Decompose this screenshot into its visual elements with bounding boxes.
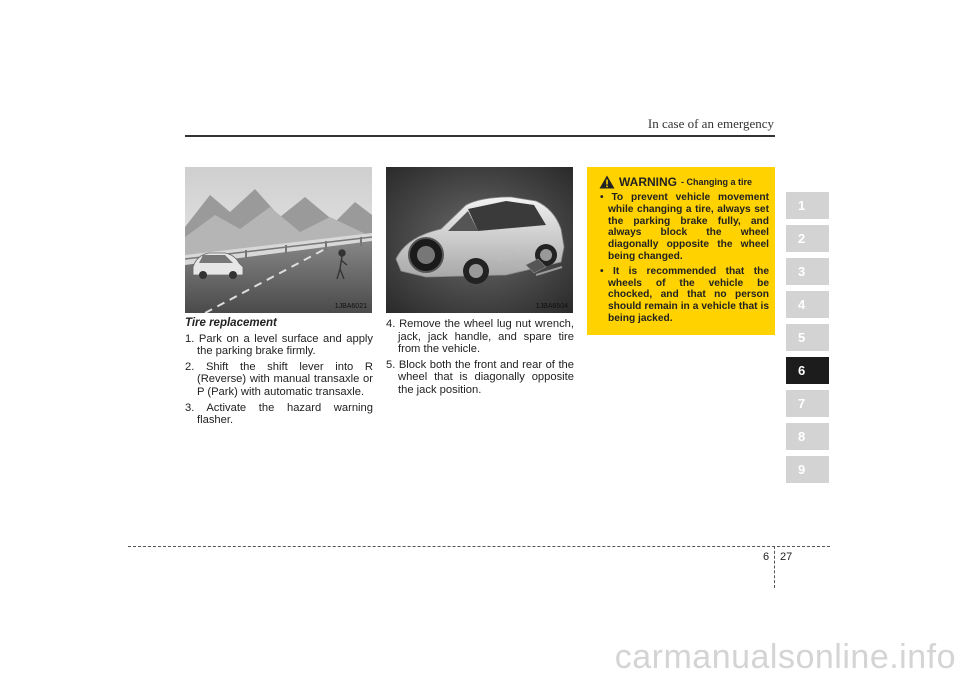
parked-car-illustration: [185, 167, 372, 313]
section-subheading: Tire replacement: [185, 317, 277, 329]
watermark: carmanualsonline.info: [614, 638, 956, 676]
chapter-tab-2[interactable]: 2: [786, 225, 829, 252]
chapter-tab-9[interactable]: 9: [786, 456, 829, 483]
figure-parked-car: [185, 167, 372, 313]
chapter-tab-1[interactable]: 1: [786, 192, 829, 219]
warning-triangle-icon: [599, 175, 615, 189]
warning-item: • It is recommended that the wheels of the vehicle be chocked, and that no person should remain in a vehicle that is being jacked.: [600, 265, 769, 324]
section-number: 6: [763, 551, 770, 563]
footer-rule: [128, 546, 830, 547]
chapter-tab-5[interactable]: 5: [786, 324, 829, 351]
step-item: 2. Shift the shift lever into R (Reverse) with manual transaxle or P (Park) with automatic transaxle.: [185, 360, 373, 398]
warning-box: [587, 167, 775, 335]
chapter-tab-7[interactable]: 7: [786, 390, 829, 417]
warning-subtitle: - Changing a tire: [681, 177, 753, 187]
header-title: In case of an emergency: [647, 116, 774, 131]
header-rule: [185, 135, 775, 137]
chapter-tab-6[interactable]: 6: [786, 357, 829, 384]
chapter-tabs: [786, 192, 829, 489]
warning-item-text: It is recommended that the wheels of the vehicle be chocked, and that no person should remain in a vehicle that is being jacked.: [608, 265, 769, 324]
chapter-tab-8[interactable]: 8: [786, 423, 829, 450]
figure-sedan-tools: [386, 167, 573, 313]
step-item: 4. Remove the wheel lug nut wrench, jack, jack handle, and spare tire from the vehicle.: [386, 318, 574, 356]
step-item: 3. Activate the hazard warning flasher.: [185, 401, 373, 427]
warning-item: • To prevent vehicle movement while changing a tire, always set the parking brake fully, and always block the wheel diagonally opposite the wheel being changed.: [600, 192, 769, 262]
figure-code: 1JBA6504: [535, 303, 568, 310]
chapter-tab-3[interactable]: 3: [786, 258, 829, 285]
footer-divider: [774, 546, 775, 588]
figure-code: 1JBA6021: [334, 303, 367, 310]
page-number-value: 27: [780, 551, 793, 563]
chapter-tab-4[interactable]: 4: [786, 291, 829, 318]
sedan-tools-illustration: [386, 167, 573, 313]
middle-column: [386, 318, 574, 400]
warning-header: [596, 175, 769, 189]
warning-label: WARNING: [619, 175, 677, 189]
step-item: 5. Block both the front and rear of the wheel that is diagonally opposite the jack position.: [386, 358, 574, 396]
warning-item-text: To prevent vehicle movement while changing a tire, always set the parking brake fully, and always block the wheel diagonally opposite the wheel being changed.: [608, 192, 769, 262]
step-item: 1. Park on a level surface and apply the parking brake firmly.: [185, 332, 373, 358]
left-column: [185, 317, 373, 430]
